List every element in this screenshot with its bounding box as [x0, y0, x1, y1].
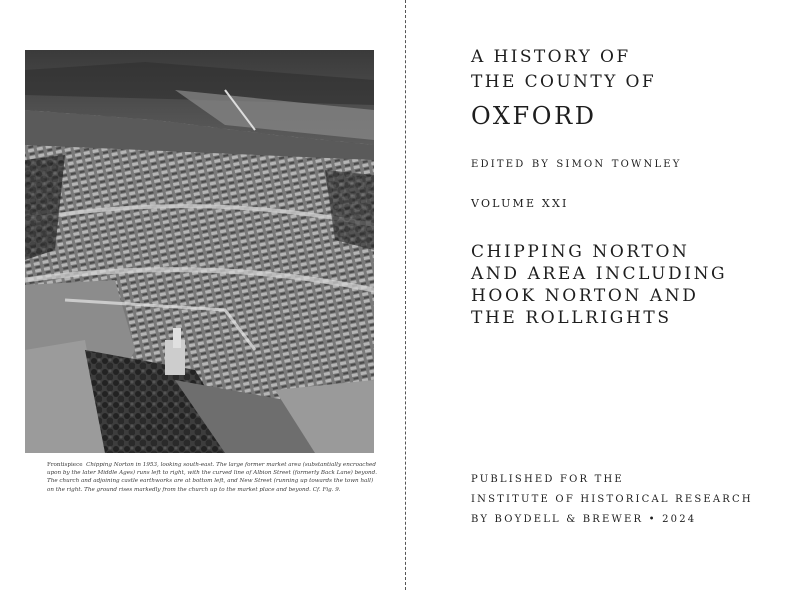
publisher-line-3: BY BOYDELL & BREWER • 2024 — [471, 514, 697, 525]
subtitle-line-1: CHIPPING NORTON — [471, 242, 690, 262]
volume-line: VOLUME XXI — [471, 197, 569, 210]
series-line-2: THE COUNTY OF — [471, 72, 657, 92]
publisher-block — [471, 470, 753, 530]
frontispiece-caption — [47, 461, 377, 494]
page-gutter-divider — [405, 0, 406, 590]
caption-text: Chipping Norton in 1953, looking south-east. The large former market area (substantially encroached upon by the later Middle Ages) runs left to right, with the curved line of Albion Street (formerly Back Lane) beyond. The church and adjoining castle earthworks are at bottom left, and New Street (running up towards the town hall) on the right. The ground rises markedly from the church up to the market place and beyond. Cf. Fig. 9. — [47, 462, 377, 493]
county-title: OXFORD — [471, 102, 597, 130]
series-title — [471, 45, 656, 133]
publisher-line-1: PUBLISHED FOR THE — [471, 474, 624, 485]
series-line-1: A HISTORY OF — [471, 47, 631, 67]
subtitle-line-3: HOOK NORTON AND — [471, 286, 699, 306]
caption-lead: Frontispiece — [47, 462, 83, 468]
aerial-photo-graphic — [25, 50, 374, 453]
volume-subtitle — [471, 241, 727, 329]
frontispiece-photo — [25, 50, 374, 453]
subtitle-line-4: THE ROLLRIGHTS — [471, 308, 672, 328]
subtitle-line-2: AND AREA INCLUDING — [471, 264, 728, 284]
right-page — [407, 0, 801, 590]
editor-line: EDITED BY SIMON TOWNLEY — [471, 159, 682, 170]
publisher-line-2: INSTITUTE OF HISTORICAL RESEARCH — [471, 494, 753, 505]
